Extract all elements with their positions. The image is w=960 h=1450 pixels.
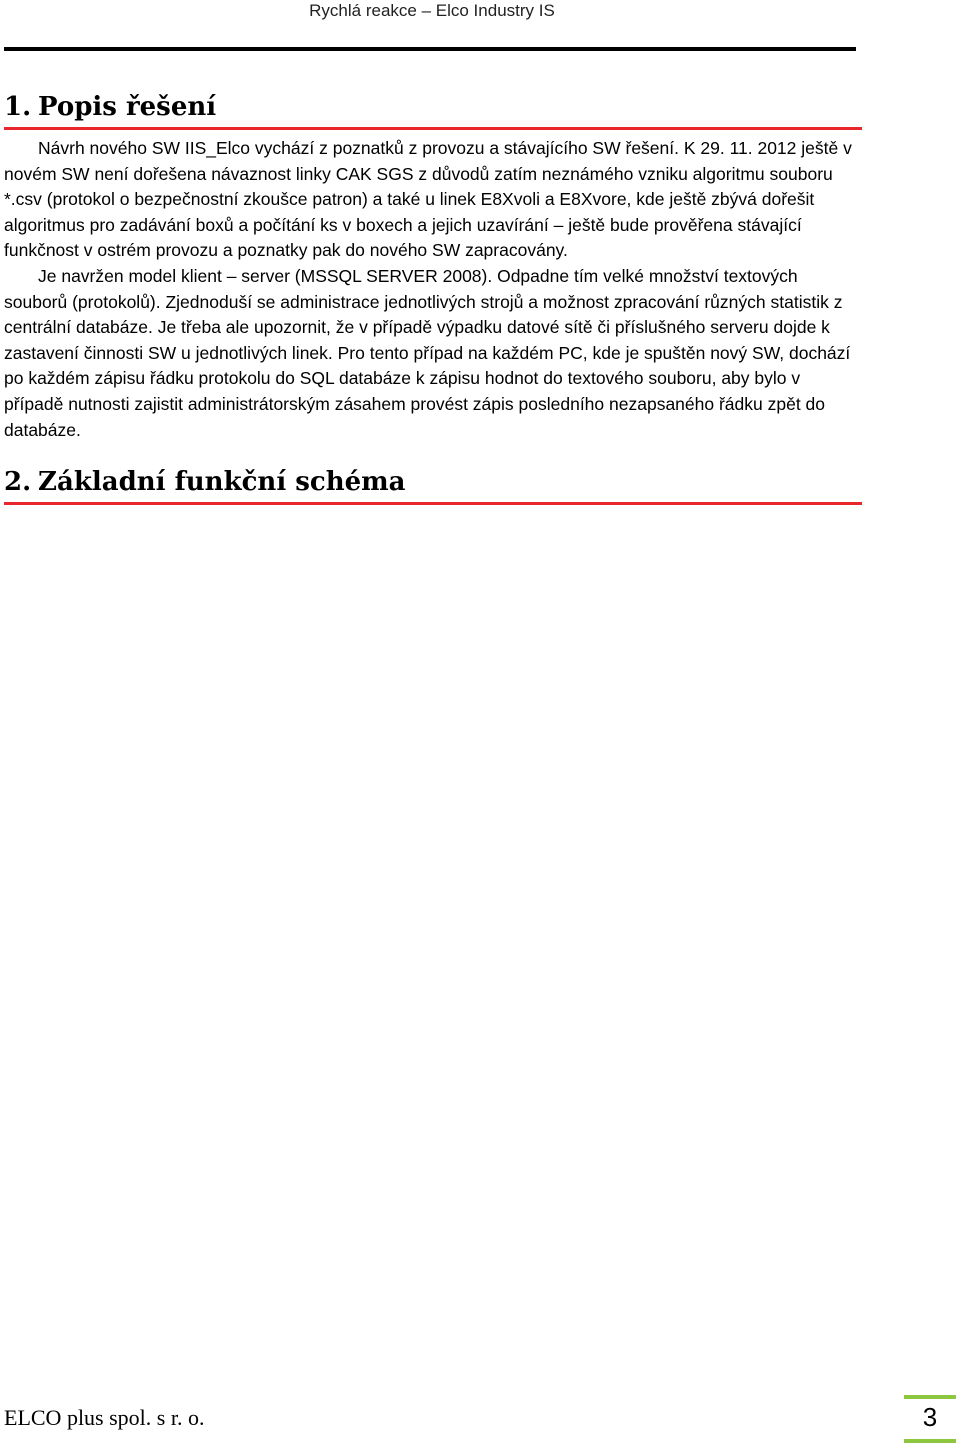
section-number: 2. bbox=[4, 467, 32, 497]
section-heading-2 bbox=[4, 466, 862, 498]
section-body bbox=[4, 136, 864, 443]
section-heading-1 bbox=[4, 91, 862, 123]
heading-rule bbox=[4, 127, 862, 130]
section-title: Základní funkční schéma bbox=[38, 467, 406, 497]
section-title: Popis řešení bbox=[38, 92, 217, 122]
footer-accent-rule bbox=[904, 1395, 956, 1399]
footer-company: ELCO plus spol. s r. o. bbox=[4, 1405, 205, 1430]
header-rule bbox=[4, 47, 856, 51]
running-header: Rychlá reakce – Elco Industry IS bbox=[309, 1, 555, 20]
paragraph: Je navržen model klient – server (MSSQL SERVER 2008). Odpadne tím velké množství textových souborů (protokolů). Zjednoduší se administrace jednotlivých strojů a možnost zpracování různých statistik z centrální databáze. Je třeba ale upozornit, že v případě výpadku datové sítě či příslušného serveru dojde k zastavení činnosti SW u jednotlivých linek. Pro tento případ na každém PC, kde je spuštěn nový SW, dochází po každém zápisu řádku protokolu do SQL databáze k zápisu hodnot do textového souboru, aby bylo v případě nutnosti zajistit administrátorským zásahem provést zápis posledního nezapsaného řádku zpět do databáze. bbox=[4, 265, 851, 440]
paragraph: Návrh nového SW IIS_Elco vychází z poznatků z provozu a stávajícího SW řešení. K 29. 11. 2012 ještě v novém SW není dořešena návaznost linky CAK SGS z důvodů zatím neznámého vzniku algoritmu souboru *.csv (protokol o bezpečnostní zkoušce patron) a také u linek E8Xvoli a E8Xvore, kde ještě zbývá dořešit algoritmus pro zadávání boxů a počítání ks v boxech a jejich uzavírání – ještě bude prověřena stávající funkčnost v ostrém provozu a poznatky pak do nového SW zapracovány. bbox=[4, 138, 852, 261]
section-number: 1. bbox=[4, 92, 32, 122]
page-number: 3 bbox=[922, 1402, 938, 1432]
heading-rule bbox=[4, 502, 862, 505]
footer-accent-rule bbox=[904, 1439, 956, 1443]
